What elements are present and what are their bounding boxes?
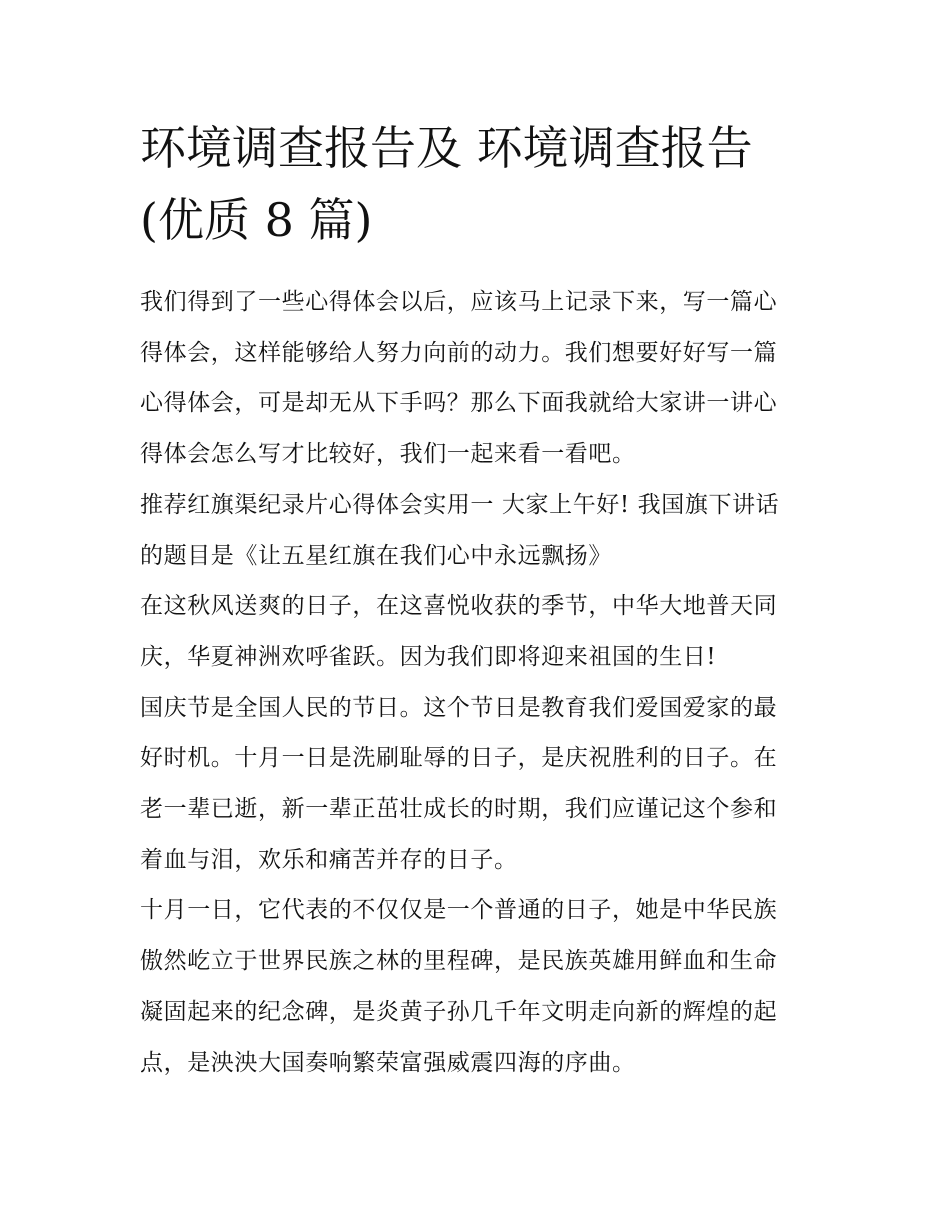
text-line: 推荐红旗渠纪录片心得体会实用一 大家上午好! 我国旗下讲话 <box>140 491 780 518</box>
title-line-1: 环境调查报告及 环境调查报告 <box>140 121 753 175</box>
text-line: 凝固起来的纪念碑，是炎黄子孙几千年文明走向新的辉煌的起 <box>140 998 778 1025</box>
text-line: 心得体会，可是却无从下手吗？那么下面我就给大家讲一讲心 <box>140 390 778 417</box>
text-line: 的题目是《让五星红旗在我们心中永远飘扬》 <box>140 542 612 569</box>
paragraph-october-first <box>140 885 820 1088</box>
text-line: 得体会，这样能够给人努力向前的动力。我们想要好好写一篇 <box>140 339 778 366</box>
text-line: 在这秋风送爽的日子，在这喜悦收获的季节，中华大地普天同 <box>140 593 778 620</box>
text-line: 十月一日，它代表的不仅仅是一个普通的日子，她是中华民族 <box>140 897 778 924</box>
text-line: 老一辈已逝，新一辈正茁壮成长的时期，我们应谨记这个参和 <box>140 796 778 823</box>
text-line: 着血与泪，欢乐和痛苦并存的日子。 <box>140 846 518 873</box>
text-line: 好时机。十月一日是洗刷耻辱的日子，是庆祝胜利的日子。在 <box>140 745 778 772</box>
paragraph-recommendation <box>140 480 820 581</box>
paragraph-national-day <box>140 683 820 886</box>
text-line: 我们得到了一些心得体会以后，应该马上记录下来，写一篇心 <box>140 289 778 315</box>
text-line: 国庆节是全国人民的节日。这个节日是教育我们爱国爱家的最 <box>140 694 778 721</box>
text-line: 庆，华夏神洲欢呼雀跃。因为我们即将迎来祖国的生日! <box>140 643 717 670</box>
text-line: 得体会怎么写才比较好，我们一起来看一看吧。 <box>140 441 636 468</box>
text-line: 傲然屹立于世界民族之林的里程碑，是民族英雄用鲜血和生命 <box>140 948 778 975</box>
document-body <box>140 277 820 1088</box>
paragraph-autumn <box>140 581 820 682</box>
document-title <box>140 112 830 256</box>
title-line-2: (优质 8 篇) <box>140 193 373 247</box>
paragraph-intro <box>140 277 820 480</box>
text-line: 点，是泱泱大国奏响繁荣富强威震四海的序曲。 <box>140 1049 636 1076</box>
